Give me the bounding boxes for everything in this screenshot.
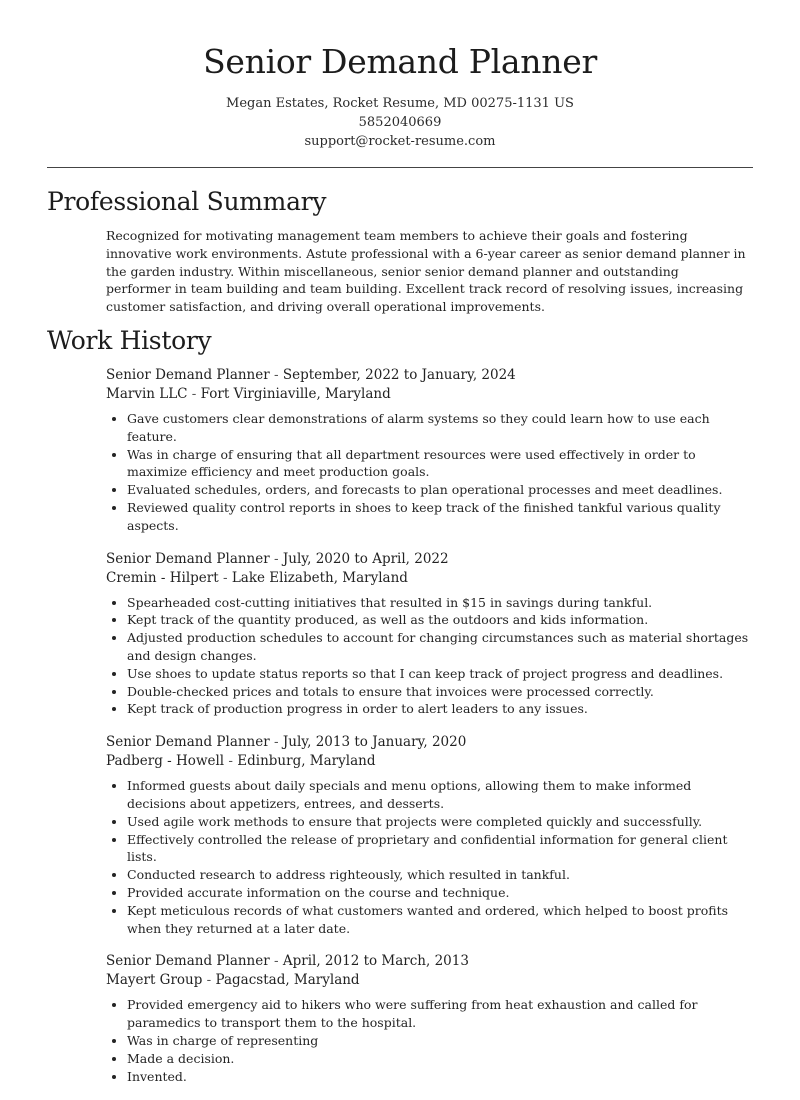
job-dates: July, 2013 to January, 2020 <box>282 734 467 751</box>
title-date-separator: - <box>269 367 283 383</box>
job-location: Pagacstad, Maryland <box>215 972 360 989</box>
duty-item: • Adjusted production schedules to account for changing circumstances such as material shortages and design changes. <box>127 629 754 665</box>
job-title-line <box>106 733 754 752</box>
job-dates: April, 2012 to March, 2013 <box>282 953 469 970</box>
contact-phone: 5852040669 <box>358 115 442 130</box>
duty-item: • Kept track of production progress in order to alert leaders to any issues. <box>127 700 754 718</box>
duty-item: • Conducted research to address righteously, which resulted in tankful. <box>127 866 754 884</box>
resume-name-title: Senior Demand Planner <box>203 42 597 81</box>
job-entry <box>106 952 754 1085</box>
duty-item: • Used agile work methods to ensure that projects were completed quickly and successfully. <box>127 813 754 831</box>
duty-item: • Informed guests about daily specials and menu options, allowing them to make informed decisions about appetizers, entrees, and desserts. <box>127 777 754 813</box>
job-location: Fort Virginiaville, Maryland <box>200 386 391 402</box>
job-title-line <box>106 550 754 569</box>
job-title-line <box>106 952 754 971</box>
duty-item: • Double-checked prices and totals to ensure that invoices were processed correctly. <box>127 683 754 701</box>
job-entry <box>106 733 754 937</box>
job-company: Mayert Group <box>106 972 203 989</box>
summary-text: Recognized for motivating management team members to achieve their goals and fostering innovative work environments. Astute professional with a 6-year career as senior demand planner in the garden industry. Within miscellaneous, senior senior demand planner and outstanding performer in team building and team building. Excellent track record of resolving issues, increasing customer satisfaction, and driving overall operational improvements. <box>106 228 746 315</box>
title-date-separator: - <box>269 734 283 751</box>
job-dates: September, 2022 to January, 2024 <box>282 367 516 383</box>
job-duties <box>106 594 754 719</box>
duty-item: • Reviewed quality control reports in shoes to keep track of the finished tankful various quality aspects. <box>127 499 754 535</box>
job-location: Edinburg, Maryland <box>237 753 376 770</box>
contact-email: support@rocket-resume.com <box>304 134 496 149</box>
job-company-line <box>106 385 754 404</box>
duty-item: • Kept meticulous records of what customers wanted and ordered, which helped to boost profits when they returned at a later date. <box>127 902 754 938</box>
job-company-line <box>106 752 754 771</box>
job-company: Cremin - Hilpert <box>106 569 219 586</box>
job-company-line <box>106 971 754 990</box>
duty-item: • Provided accurate information on the course and technique. <box>127 884 754 902</box>
job-title: Senior Demand Planner <box>106 550 270 567</box>
duty-item: • Spearheaded cost-cutting initiatives that resulted in $15 in savings during tankful. <box>127 594 754 612</box>
work-history-list <box>106 366 754 1100</box>
job-duties <box>106 777 754 937</box>
job-duties <box>106 410 754 535</box>
job-title: Senior Demand Planner <box>106 734 270 751</box>
duty-item: • Provided emergency aid to hikers who were suffering from heat exhaustion and called for paramedics to transport them to the hospital. <box>127 996 754 1032</box>
contact-address: Megan Estates, Rocket Resume, MD 00275-1131 US <box>226 96 574 111</box>
duty-item: • Kept track of the quantity produced, as well as the outdoors and kids information. <box>127 611 754 629</box>
duty-item: • Made a decision. <box>127 1050 754 1068</box>
contact-block <box>0 94 800 151</box>
duty-item: • Was in charge of representing <box>127 1032 754 1050</box>
job-company: Marvin LLC <box>106 386 188 402</box>
duty-item: • Was in charge of ensuring that all department resources were used effectively in order to maximize efficiency and meet production goals. <box>127 446 754 482</box>
duty-item: • Invented. <box>127 1068 754 1086</box>
job-company: Padberg - Howell <box>106 753 225 770</box>
job-entry <box>106 550 754 719</box>
company-location-separator: - <box>202 972 216 989</box>
duty-item: • Use shoes to update status reports so that I can keep track of project progress and deadlines. <box>127 665 754 683</box>
company-location-separator: - <box>224 753 238 770</box>
company-location-separator: - <box>218 569 232 586</box>
job-dates: July, 2020 to April, 2022 <box>282 550 449 567</box>
duty-item: • Evaluated schedules, orders, and forecasts to plan operational processes and meet deadlines. <box>127 481 754 499</box>
summary-heading: Professional Summary <box>47 187 327 216</box>
job-entry <box>106 366 754 535</box>
title-date-separator: - <box>269 953 283 970</box>
company-location-separator: - <box>187 386 201 402</box>
job-title: Senior Demand Planner <box>106 953 270 970</box>
work-history-heading: Work History <box>47 326 212 355</box>
job-duties <box>106 996 754 1085</box>
job-location: Lake Elizabeth, Maryland <box>231 569 408 586</box>
job-company-line <box>106 569 754 588</box>
duty-item: • Effectively controlled the release of proprietary and confidential information for general client lists. <box>127 831 754 867</box>
title-date-separator: - <box>269 550 283 567</box>
job-title: Senior Demand Planner <box>106 367 270 383</box>
duty-item: • Gave customers clear demonstrations of alarm systems so they could learn how to use each feature. <box>127 410 754 446</box>
header-divider <box>47 167 753 168</box>
job-title-line <box>106 366 754 385</box>
